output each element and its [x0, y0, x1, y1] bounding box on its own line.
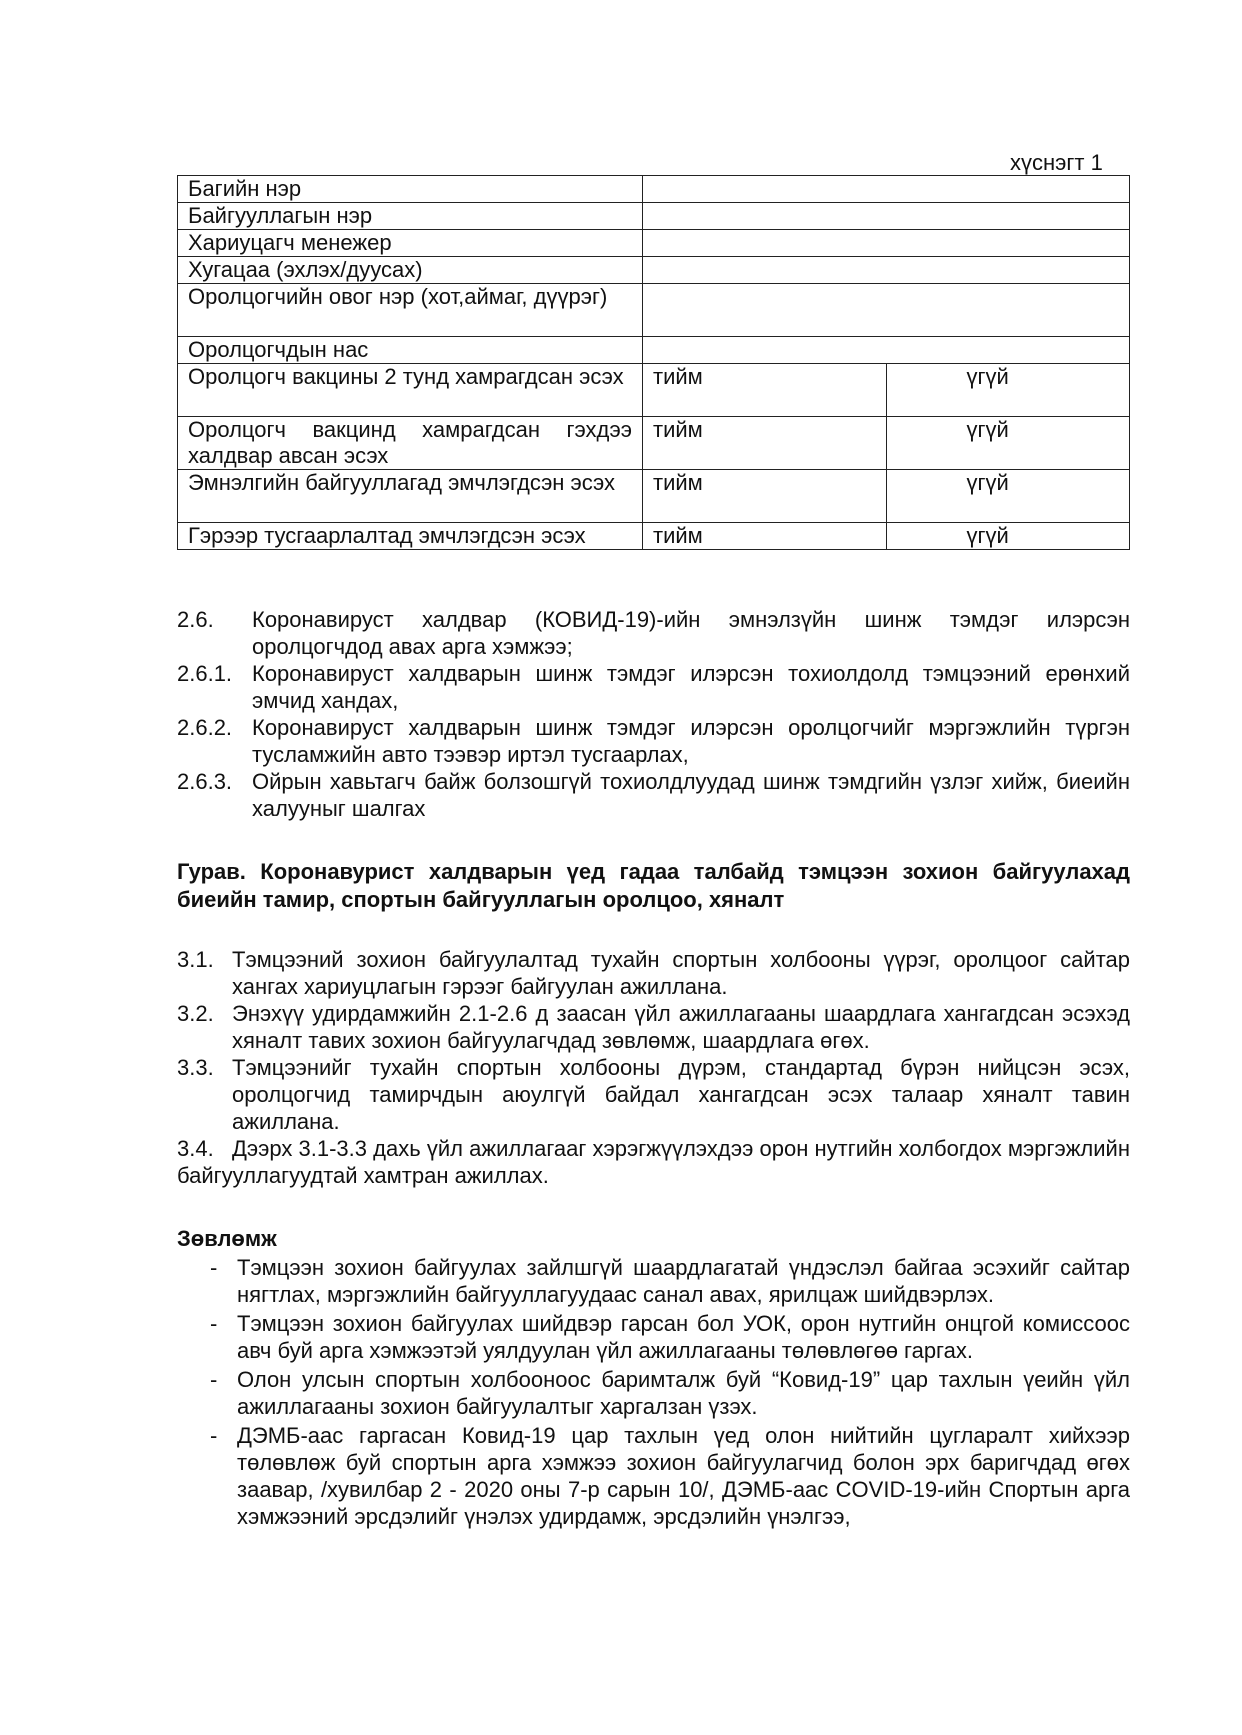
row-label: Оролцогчийн овог нэр (хот,аймаг, дүүрэг) — [178, 284, 643, 337]
item-text: Олон улсын спортын холбооноос баримталж буй “Ковид-19” цар тахлын үеийн үйл ажиллагааны зохион байгуулалтыг харгалзан үзэх. — [237, 1367, 1130, 1419]
item-number: 3.4. — [177, 1136, 214, 1161]
no-option[interactable]: үгүй — [886, 364, 1130, 417]
item-text: Тэмцээний зохион байгуулалтад тухайн спортын холбооны үүрэг, оролцоог сайтар хангах хариуцлагын гэрээг байгуулан ажиллана. — [232, 947, 1130, 999]
table-row — [178, 364, 1130, 417]
yes-option[interactable]: тийм — [643, 417, 887, 470]
row-label: Оролцогчдын нас — [178, 337, 643, 364]
yes-option[interactable]: тийм — [643, 523, 887, 550]
participant-form-table — [177, 175, 1130, 550]
item-number: 2.6. — [177, 607, 214, 632]
annex-label: хүснэгт 1 — [1010, 150, 1103, 175]
list-item — [177, 1254, 1130, 1308]
item-text: Тэмцээнийг тухайн спортын холбооны дүрэм, стандартад бүрэн нийцсэн эсэх, оролцогчид тамирчдын аюулгүй байдал хангагдсан эсэх талаар хяналт тавин ажиллана. — [232, 1055, 1130, 1134]
row-label: Байгууллагын нэр — [178, 203, 643, 230]
value-cell[interactable] — [643, 176, 1130, 203]
no-option[interactable]: үгүй — [886, 417, 1130, 470]
no-option[interactable]: үгүй — [886, 470, 1130, 523]
list-item — [177, 946, 1130, 1000]
value-cell[interactable] — [643, 284, 1130, 337]
item-text: Дээрх 3.1-3.3 дахь үйл ажиллагааг хэрэгжүүлэхдээ орон нутгийн холбогдох мэргэжлийн байгууллагуудтай хамтран ажиллах. — [177, 1136, 1130, 1188]
row-label: Гэрээр тусгаарлалтад эмчлэгдсэн эсэх — [178, 523, 643, 550]
row-label: Оролцогч вакцины 2 тунд хамрагдсан эсэх — [178, 364, 643, 417]
item-text: Тэмцээн зохион байгуулах зайлшгүй шаардлагатай үндэслэл байгаа эсэхийг сайтар нягтлах, мэргэжлийн байгууллагуудаас санал авах, ярилцаж шийдвэрлэх. — [237, 1255, 1130, 1307]
bullet-dash: - — [210, 1423, 218, 1448]
item-text: Коронавируст халдварын шинж тэмдэг илэрсэн тохиолдолд тэмцээний ерөнхий эмчид хандах, — [252, 661, 1130, 713]
item-text: Энэхүү удирдамжийн 2.1-2.6 д заасан үйл ажиллагааны шаардлага хангагдсан эсэхэд хяналт тавих зохион байгуулагчдад зөвлөмж, шаардлага өгөх. — [232, 1001, 1130, 1053]
row-label: Оролцогч вакцинд хамрагдсан гэхдээ халдвар авсан эсэх — [178, 417, 643, 470]
table-row — [178, 257, 1130, 284]
yes-option[interactable]: тийм — [643, 470, 887, 523]
list-item — [177, 714, 1130, 768]
item-text: ДЭМБ-аас гаргасан Ковид-19 цар тахлын үед олон нийтийн цугларалт хийхээр төлөвлөж буй спортын арга хэмжээ зохион байгуулагчид болон эрх баригчдад өгөх заавар, /хувилбар 2 - 2020 оны 7-р сарын 10/, ДЭМБ-аас COVID-19-ийн Спортын арга хэмжээний эрсдэлийг үнэлэх удирдамж, эрсдэлийн үнэлгээ, — [237, 1423, 1130, 1529]
list-item — [177, 606, 1130, 660]
list-item — [177, 768, 1130, 822]
recommendations-title: Зөвлөмж — [177, 1226, 277, 1251]
table-row — [178, 230, 1130, 257]
item-number: 3.2. — [177, 1001, 214, 1026]
row-label: Хугацаа (эхлэх/дуусах) — [178, 257, 643, 284]
item-text: Коронавируст халдварын шинж тэмдэг илэрсэн оролцогчийг мэргэжлийн түргэн тусламжийн авто тээвэр иртэл тусгаарлах, — [252, 715, 1130, 767]
value-cell[interactable] — [643, 230, 1130, 257]
table-row — [178, 417, 1130, 470]
value-cell[interactable] — [643, 203, 1130, 230]
no-option[interactable]: үгүй — [886, 523, 1130, 550]
list-item — [177, 1054, 1130, 1135]
section-3-list — [177, 946, 1130, 1189]
row-label: Эмнэлгийн байгууллагад эмчлэгдсэн эсэх — [178, 470, 643, 523]
list-item — [177, 1000, 1130, 1054]
section-3-heading: Гурав. Коронавурист халдварын үед гадаа талбайд тэмцээн зохион байгуулахад биеийн тамир, спортын байгууллагын оролцоо, хяналт — [177, 859, 1130, 912]
item-text: Коронавируст халдвар (КОВИД-19)-ийн эмнэлзүйн шинж тэмдэг илэрсэн оролцогчдод авах арга хэмжээ; — [252, 607, 1130, 659]
bullet-dash: - — [210, 1311, 218, 1336]
bullet-dash: - — [210, 1255, 218, 1280]
list-item — [177, 1135, 1130, 1189]
table-row — [178, 284, 1130, 337]
value-cell[interactable] — [643, 337, 1130, 364]
item-number: 2.6.3. — [177, 769, 233, 794]
list-item — [177, 1366, 1130, 1420]
table-row — [178, 523, 1130, 550]
bullet-dash: - — [210, 1367, 218, 1392]
value-cell[interactable] — [643, 257, 1130, 284]
table-row — [178, 203, 1130, 230]
list-item — [177, 660, 1130, 714]
table-row — [178, 470, 1130, 523]
table-row — [178, 176, 1130, 203]
row-label: Багийн нэр — [178, 176, 643, 203]
list-item — [177, 1422, 1130, 1530]
item-text: Тэмцээн зохион байгуулах шийдвэр гарсан бол УОК, орон нутгийн онцгой комиссоос авч буй арга хэмжээтэй уялдуулан үйл ажиллагааны төлөвлөгөө гаргах. — [237, 1311, 1130, 1363]
section-2-list — [177, 606, 1130, 822]
item-text: Ойрын хавьтагч байж болзошгүй тохиолдлуудад шинж тэмдгийн үзлэг хийж, биеийн халууныг шалгах — [252, 769, 1130, 821]
item-number: 3.3. — [177, 1055, 214, 1080]
yes-option[interactable]: тийм — [643, 364, 887, 417]
table-row — [178, 337, 1130, 364]
recommendations-list — [177, 1254, 1130, 1532]
item-number: 2.6.2. — [177, 715, 233, 740]
item-number: 3.1. — [177, 947, 214, 972]
list-item — [177, 1310, 1130, 1364]
item-number: 2.6.1. — [177, 661, 233, 686]
row-label: Хариуцагч менежер — [178, 230, 643, 257]
